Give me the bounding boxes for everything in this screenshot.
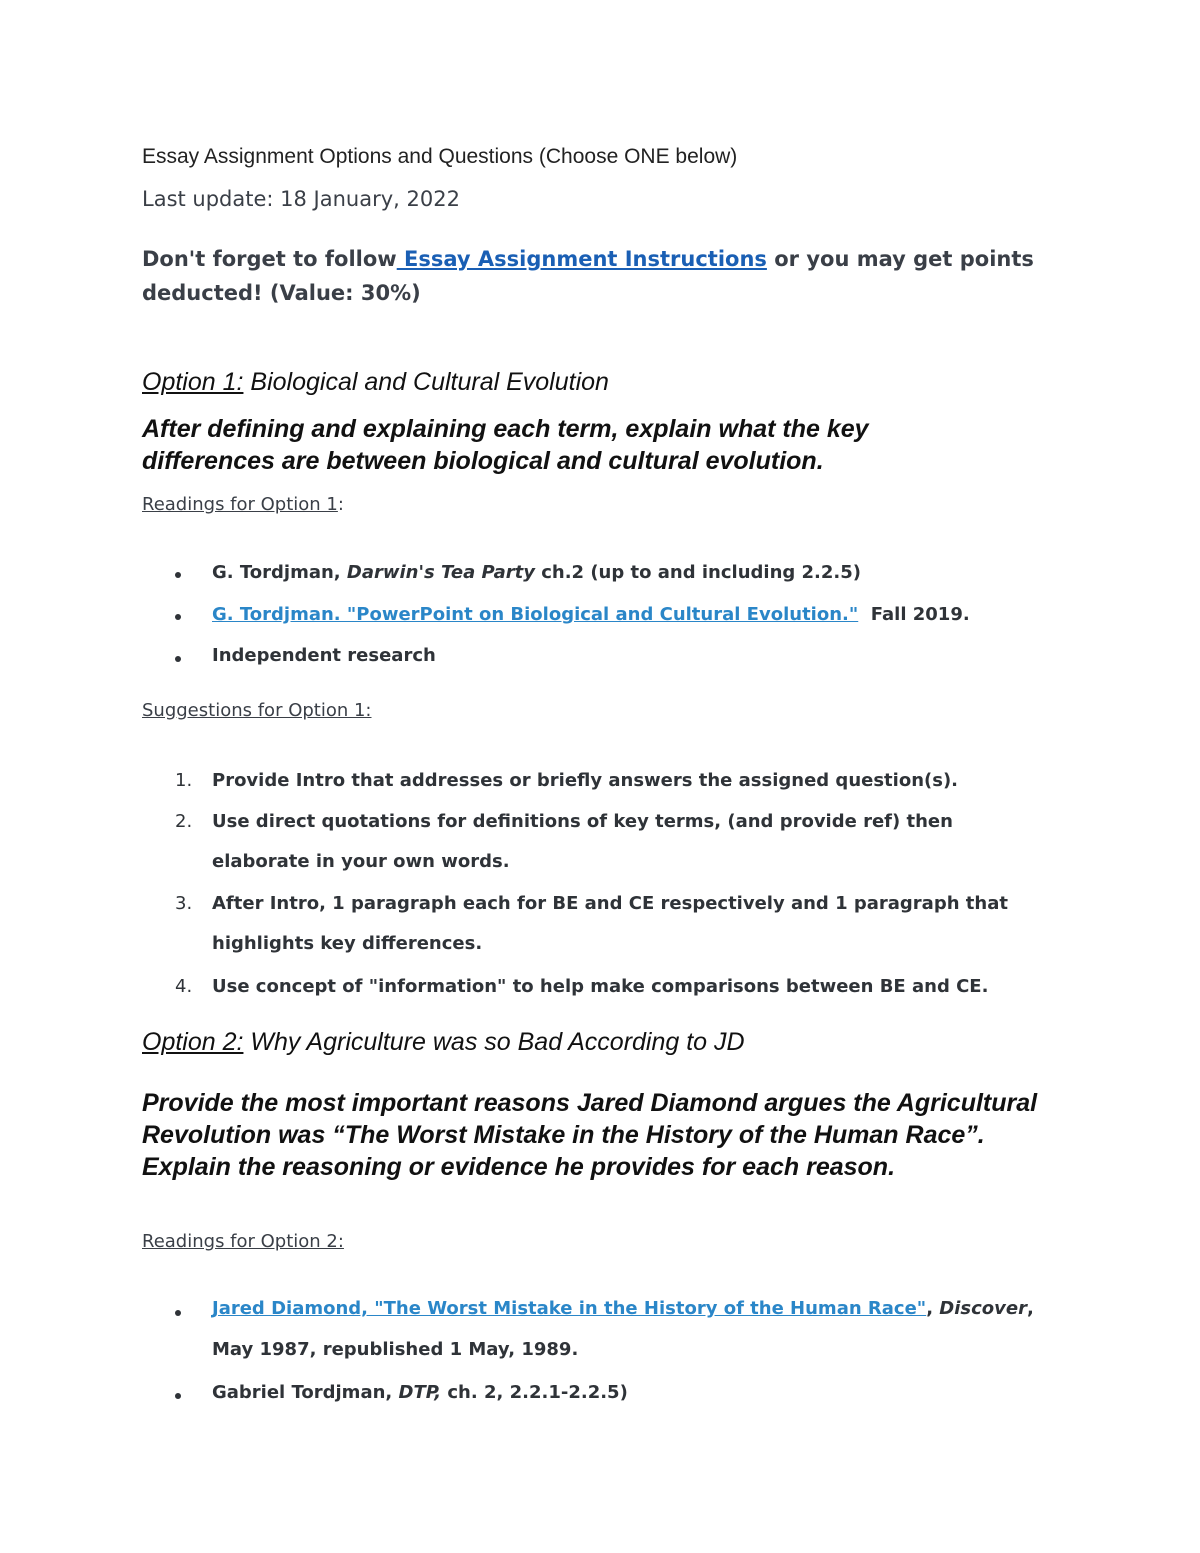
document-title: Essay Assignment Options and Questions (Choose ONE below)	[142, 145, 738, 168]
option2-question: Provide the most important reasons Jared Diamond argues the Agricultural Revolution was “The Worst Mistake in the History of the Human Race”. Explain the reasoning or evidence he provides for each reason.	[142, 1089, 1038, 1181]
bullet-icon	[175, 656, 181, 662]
bullet-icon	[175, 1393, 181, 1399]
option1-readings-colon: :	[337, 494, 344, 515]
diamond-article-link[interactable]: Jared Diamond, "The Worst Mistake in the History of the Human Race"	[212, 1298, 927, 1319]
suggestion-2-cont: elaborate in your own words.	[212, 851, 510, 872]
reading-separator: ,	[926, 1298, 940, 1319]
suggestions-label-text: Suggestions for Option 1:	[142, 700, 372, 721]
reading-chapter: ch.2 (up to and including 2.2.5)	[534, 562, 862, 583]
suggestion-3-cont: highlights key differences.	[212, 933, 483, 954]
option1-title: Biological and Cultural Evolution	[243, 368, 609, 396]
reminder-prefix: Don't forget to follow	[142, 247, 397, 271]
reading-publication: Discover	[939, 1298, 1027, 1319]
reminder-suffix: or you may get points	[766, 247, 1034, 271]
option2-label: Option 2:	[142, 1028, 244, 1056]
bullet-icon	[175, 572, 181, 578]
suggestion-number: 2.	[175, 811, 193, 832]
option2-reading-2	[212, 1382, 628, 1403]
suggestion-2: Use direct quotations for definitions of key terms, (and provide ref) then	[212, 811, 953, 832]
reading-book: Darwin's Tea Party	[346, 562, 535, 583]
reading-author: G. Tordjman,	[212, 562, 347, 583]
bullet-icon	[175, 614, 181, 620]
option1-reading-3	[212, 645, 436, 666]
option2-title: Why Agriculture was so Bad According to JD	[243, 1028, 745, 1056]
option2-heading	[142, 1028, 745, 1057]
option2-readings-label	[142, 1231, 344, 1252]
option1-reading-1	[212, 562, 861, 583]
option2-reading-1	[212, 1298, 1034, 1319]
option1-question-line1: After defining and explaining each term, explain what the key	[142, 415, 869, 443]
last-update: Last update: 18 January, 2022	[142, 187, 460, 211]
suggestion-3: After Intro, 1 paragraph each for BE and CE respectively and 1 paragraph that	[212, 893, 1008, 914]
reading-book: DTP,	[398, 1382, 442, 1403]
option1-readings-text: Readings for Option 1	[142, 494, 338, 515]
suggestion-4: Use concept of "information" to help make comparisons between BE and CE.	[212, 976, 989, 997]
reading-text: Independent research	[212, 645, 436, 666]
option1-readings-label	[142, 494, 344, 515]
option1-question-line2: differences are between biological and cultural evolution.	[142, 447, 824, 475]
option1-suggestions-label	[142, 700, 372, 721]
bullet-icon	[175, 1310, 181, 1316]
reading-chapter: ch. 2, 2.2.1-2.2.5)	[441, 1382, 628, 1403]
reading-author: Gabriel Tordjman,	[212, 1382, 399, 1403]
suggestion-number: 4.	[175, 976, 193, 997]
option2-reading-1-cont: May 1987, republished 1 May, 1989.	[212, 1339, 579, 1360]
reminder-line	[142, 247, 1034, 271]
reading-comma: ,	[1026, 1298, 1034, 1319]
powerpoint-link[interactable]: G. Tordjman. "PowerPoint on Biological and Cultural Evolution."	[212, 604, 859, 625]
option1-question	[142, 413, 1042, 477]
suggestion-number: 1.	[175, 770, 193, 791]
reading-date: Fall 2019.	[858, 604, 970, 625]
suggestion-number: 3.	[175, 893, 193, 914]
option1-heading	[142, 368, 609, 397]
option1-reading-2	[212, 604, 970, 625]
suggestion-1: Provide Intro that addresses or briefly answers the assigned question(s).	[212, 770, 959, 791]
option1-label: Option 1:	[142, 368, 244, 396]
reminder-line-2: deducted! (Value: 30%)	[142, 281, 421, 305]
option2-readings-text: Readings for Option 2:	[142, 1231, 344, 1252]
essay-instructions-link[interactable]: Essay Assignment Instructions	[396, 247, 767, 271]
